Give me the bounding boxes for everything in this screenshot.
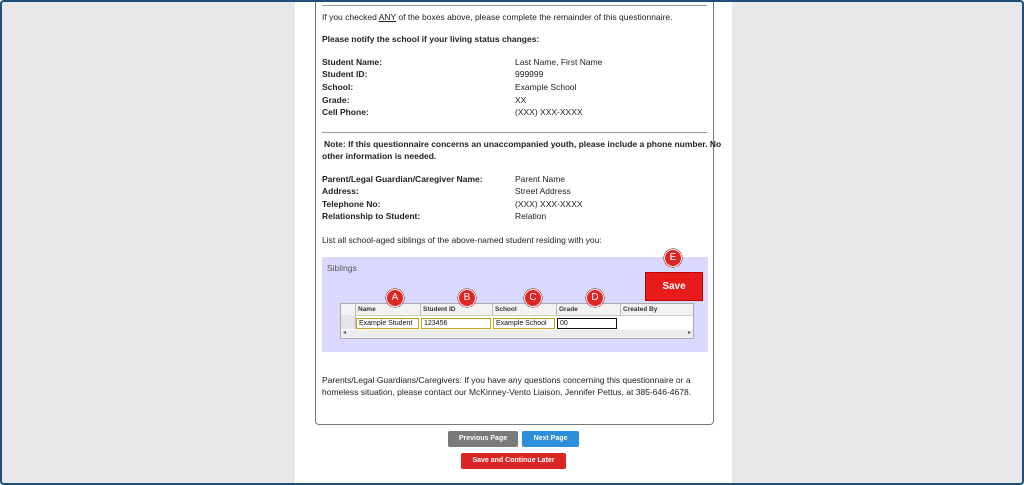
questionnaire-panel (315, 0, 722, 425)
telephone-value: (XXX) XXX-XXXX (515, 199, 583, 209)
sibling-school-field[interactable]: Example School (493, 318, 555, 329)
previous-page-button[interactable]: Previous Page (448, 431, 518, 447)
notify-heading: Please notify the school if your living status changes: (322, 34, 540, 44)
marker-c: C (524, 289, 542, 307)
column-divider (355, 304, 356, 315)
marker-d: D (586, 289, 604, 307)
relationship-value: Relation (515, 211, 547, 221)
intro-text: If you checked ANY of the boxes above, please complete the remainder of this questionnaire. (322, 12, 673, 22)
column-header-student-id[interactable]: Student ID (423, 306, 456, 313)
marker-a: A (386, 289, 404, 307)
column-divider (556, 304, 557, 315)
siblings-grid (340, 303, 694, 339)
telephone-label: Telephone No: (322, 199, 381, 209)
column-header-name[interactable]: Name (358, 306, 376, 313)
horizontal-scrollbar[interactable] (341, 330, 693, 337)
column-header-school[interactable]: School (495, 306, 517, 313)
address-value: Street Address (515, 186, 571, 196)
student-id-label: Student ID: (322, 69, 368, 79)
column-divider (620, 304, 621, 315)
column-header-created-by[interactable]: Created By (623, 306, 658, 313)
school-value: Example School (515, 82, 577, 92)
student-id-value: 999999 (515, 69, 544, 79)
scroll-left-icon[interactable]: ◂ (343, 330, 347, 336)
relationship-label: Relationship to Student: (322, 211, 421, 221)
cell-phone-label: Cell Phone: (322, 107, 369, 117)
save-and-continue-later-button[interactable]: Save and Continue Later (461, 453, 566, 469)
table-row (341, 315, 693, 331)
siblings-section (322, 252, 708, 352)
divider (322, 5, 707, 6)
address-label: Address: (322, 186, 359, 196)
row-header (341, 315, 356, 329)
contact-line-2: homeless situation, please contact our McKinney-Vento Liaison, Jennifer Pettus, at 385-646-4678. (322, 387, 692, 397)
next-page-button[interactable]: Next Page (522, 431, 579, 447)
sibling-name-field[interactable]: Example Student (356, 318, 419, 329)
guardian-name-label: Parent/Legal Guardian/Caregiver Name: (322, 174, 483, 184)
column-divider (420, 304, 421, 315)
column-divider (492, 304, 493, 315)
sibling-student-id-field[interactable]: 123456 (421, 318, 491, 329)
divider (322, 132, 707, 133)
grade-value: XX (515, 95, 527, 105)
cell-phone-value: (XXX) XXX-XXXX (515, 107, 583, 117)
student-name-label: Student Name: (322, 57, 382, 67)
save-button[interactable]: Save (645, 272, 703, 301)
note-line-1: Note: If this questionnaire concerns an unaccompanied youth, please include a phone number. No (324, 139, 722, 149)
scroll-right-icon[interactable]: ▸ (687, 330, 691, 336)
siblings-title: Siblings (327, 263, 357, 273)
note-line-2: other information is needed. (322, 151, 437, 161)
siblings-prompt: List all school-aged siblings of the above-named student residing with you: (322, 235, 602, 245)
school-label: School: (322, 82, 354, 92)
marker-e: E (664, 249, 682, 267)
sibling-grade-field[interactable]: 00 (557, 318, 617, 329)
guardian-name-value: Parent Name (515, 174, 566, 184)
grade-label: Grade: (322, 95, 350, 105)
column-header-grade[interactable]: Grade (559, 306, 578, 313)
marker-b: B (458, 289, 476, 307)
contact-line-1: Parents/Legal Guardians/Caregivers: If you have any questions concerning this questionnaire or a (322, 375, 691, 385)
student-name-value: Last Name, First Name (515, 57, 603, 67)
